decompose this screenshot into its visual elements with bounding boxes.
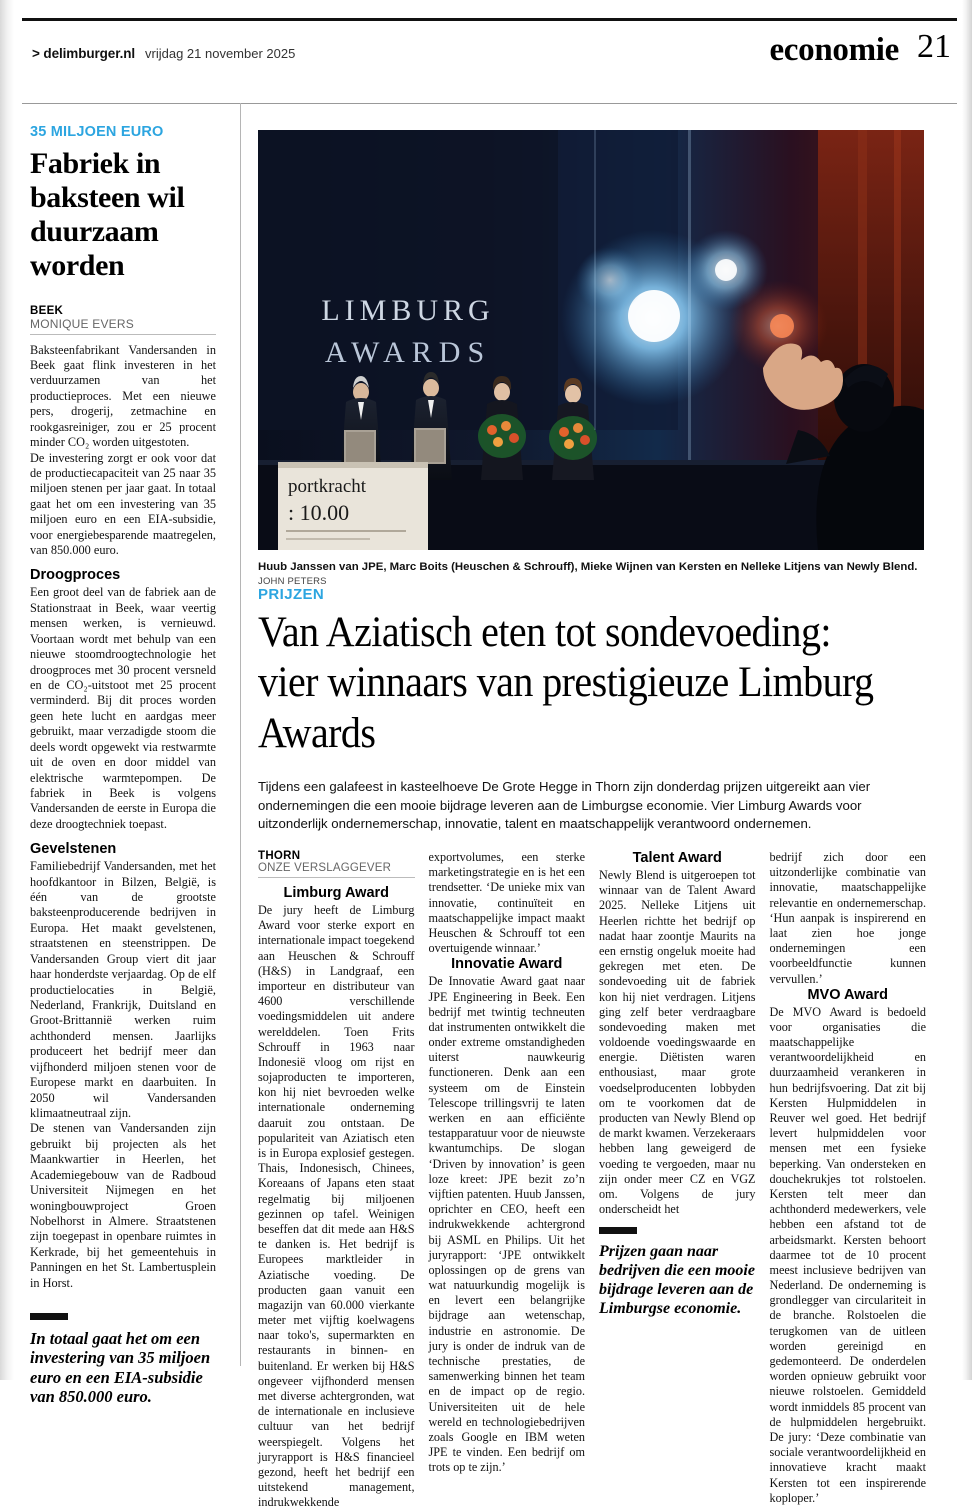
left-article-kicker: 35 MILJOEN EURO (30, 124, 164, 140)
main-pullquote: Prijzen gaan naar bedrijven die een mooie bijdrage leveren aan de Limburgse economie. (599, 1243, 755, 1317)
main-article-kicker: PRIJZEN (258, 586, 325, 603)
award-heading-limburg: Limburg Award (283, 885, 390, 901)
article-column-1 (258, 850, 415, 1510)
photo-artwork (258, 130, 924, 550)
publication-date: vrijdag 21 november 2025 (145, 46, 296, 61)
page-edge-left (0, 0, 14, 1380)
main-pullquote-bar (599, 1227, 637, 1234)
article-column-2 (428, 850, 586, 1475)
left-paragraph-1: Baksteenfabrikant Vandersanden in Beek gaat flink investeren in het verduurzamen van het productieproces. Met een nieuwe pers, drogerij, zetmachine en rookgasreiniger, zou er 25 procent minder CO₂ worden uitgestoten. (30, 342, 216, 450)
award-text-innovatie: De Innovatie Award gaat naar JPE Engineering in Beek. Een bedrijf met twintig techneuten dat instrumenten ontwikkelt die onder extreme omstandigheden uiterst nauwkeurig functioneren. Denk aan een systeem om de Einstein Telescope trillingsvrij te laten werken en aan efficiënte testapparatuur voor de nieuwste kwantumchips. De slogan ‘Driven by innovation’ is geen loze kreet: JPE bezit zo’n vijftien patenten. Huub Janssen, oprichter en CEO, heeft een indrukwekkende achtergrond bij ASML en Philips. Uit het juryrapport: ‘JPE ontwikkelt oplossingen op de grens van wat natuurkundig mogelijk is en levert een belangrijke bijdrage aan wetenschap, industrie en astronomie. De jury is onder de indruk van de technische prestaties, de samenwerking binnen het team en de impact op de regio. Universiteiten uit de hele wereld en technologiebedrijven zoals Google en IBM weten JPE te vinden. Een bedrijf om trots op te zijn.’ (428, 974, 585, 1475)
left-byline-rule (30, 334, 216, 335)
left-byline-place: BEEK (30, 304, 64, 317)
page-edge-right (962, 0, 972, 1380)
main-byline-place: THORN (258, 850, 301, 862)
main-byline-author: ONZE VERSLAGGEVER (258, 862, 392, 874)
pullquote-bar (30, 1313, 68, 1320)
section-title: economie (769, 32, 899, 68)
left-section-1: Een groot deel van de fabriek aan de Stationstraat in Beek, waar veertig mensen werken, is vernieuwd. Voortaan wordt met behulp van een nieuwe stoomdroogtechnologie het droogproces met 30 procent versneld en de CO₂-uitstoot met 25 procent verminderd. Bij dit proces worden geen hete lucht en aardgas meer gebruikt, maar verzadigde stoom die deels wordt opgewekt via restwarmte uit de oven en door middel van elektrische warmtepompen. De fabriek in Beek is volgens Vandersanden de eerste in Europa die deze droogtechniek toepast. (30, 585, 216, 831)
svg-text:LIMBURG: LIMBURG (321, 294, 495, 327)
left-section-2: Familiebedrijf Vandersanden, met het hoofdkantoor in Bilzen, België, is één van de grootste baksteenproducerende bedrijven in Europa. Het maakt gevelstenen, straatstenen en steenstrippen. De Vandersanden Group viert dit jaar haar honderdste verjaardag. Op de elf productielocaties in België, Nederland, Frankrijk, Duitsland en Groot-Brittannië werken ruim achthonderd mensen. Jaarlijks produceert het bedrijf meer dan vijfhonderd miljoen stenen voor de Europese markt en daarbuiten. In 2050 wil Vandersanden klimaatneutraal zijn. (30, 859, 216, 1120)
column-divider (240, 103, 241, 1366)
left-article (30, 124, 216, 1406)
award-ceremony-photo (258, 130, 924, 550)
left-subhead-gevelstenen: Gevelstenen (30, 841, 117, 858)
page-number: 21 (917, 28, 951, 65)
left-pullquote: In totaal gaat het om een investering van 35 miljoen euro en een EIA-subsidie van 850.000 euro. (30, 1329, 211, 1406)
left-article-body (30, 343, 216, 559)
award-text-limburg: De jury heeft de Limburg Award voor sterke export en internationale impact toegekend aan Heuschen & Schrouff (H&S) in Landgraaf, een importeur en distributeur van 4600 verschillende voedingsmiddelen uit andere werelddelen. Toen Frits Schrouff in 1963 naar Indonesië vloog om rijst en sojaproducten te importeren, kon hij niet bevroeden welke internationale onderneming daaruit zou ontstaan. De populariteit van Aziatisch eten is in Europa explosief gestegen. Thais, Indonesisch, Chinees, Koreaans of Japans eten staat regelmatig bij miljoenen gezinnen op tafel. Weinigen beseffen dat dit mede aan H&S te danken is. Het bedrijf is Europees marktleider in Aziatische voeding. De producten gaan vanuit een magazijn van 60.000 vierkante meter met vijftig koelwagens naar toko's, supermarkten en restaurants in binnen- en buitenland. Er werken bij H&S ongeveer vijfhonderd mensen met diverse achtergronden, wat de internationale en inclusieve cultuur van het bedrijf weerspiegelt. Volgens het juryrapport is H&S financieel gezond, heeft het bedrijf een uitstekend management, indrukwekkende (258, 903, 415, 1510)
svg-text:portkracht: portkracht (288, 476, 367, 497)
left-article-headline[interactable]: Fabriek in baksteen wil duurzaam worden (30, 147, 185, 282)
main-article-standfirst: Tijdens een galafeest in kasteelhoeve De Grote Hegge in Thorn zijn donderdag prijzen uitgereikt aan vier ondernemingen die een mooie bijdrage leveren aan de Limburgse economie. Vier Limburg Awards voor uitzonderlijk ondernemerschap, innovatie, talent en maatschappelijk verantwoord ondernemen. (258, 779, 871, 832)
article-columns (258, 850, 926, 1510)
photo-caption (258, 561, 924, 588)
photo-credit: JOHN PETERS (258, 575, 327, 587)
award-heading-innovatie: Innovatie Award (451, 956, 563, 973)
left-byline-author: MONIQUE EVERS (30, 316, 134, 331)
main-article-headline[interactable]: Van Aziatisch eten tot sondevoeding: vier winnaars van prestigieuze Limburg Awards (258, 609, 874, 757)
column-2-continued: exportvolumes, een sterke marketingstrategie en is het een trendsetter. ‘De unieke mix van innovatie, continuïteit en maatschappelijke impact maakt Heuschen & Schrouff tot een overtuigende winnaar.’ (428, 850, 585, 956)
award-text-mvo: De MVO Award is bedoeld voor organisaties die maatschappelijke verantwoordelijkheid en duurzaamheid verankeren in hun bedrijfsvoering. Dat zit bij Kersten Hulpmiddelen in Reuver wel goed. Het bedrijf levert hulpmiddelen voor mensen met een fysieke beperking. Van ondersteken en douchekrukjes tot rolstoelen. Kersten telt meer dan achthonderd medewerkers, vele hebben een afstand tot de arbeidsmarkt. Kersten behoort daarmee tot de 10 procent meest inclusieve bedrijven van Nederland. De onderneming is grondlegger van circulariteit in de branche. Rolstoelen die terugkomen van de uitleen worden gereinigd en gedemonteerd. De onderdelen worden opnieuw gebruikt voor nieuwe rolstoelen. Gemiddeld wordt inmiddels 85 procent van de hulpmiddelen hergebruikt. De jury: ‘Deze combinatie van sociale verantwoordelijkheid en innovatieve kracht maakt Kersten tot een inspirerende koploper.’ (769, 1004, 926, 1505)
award-text-talent: Newly Blend is uitgeroepen tot winnaar van de Talent Award 2025. Nelleke Litjens uit Heerlen richtte het bedrijf op nadat haar zoontje Maurits na een ernstig ongeluk moeite had gekregen met eten. De sondevoeding uit de fabriek kon hij niet verdragen. Litjens ging zelf beter verdraagbare sondevoeding maken met voldoende voedingswaarde en energie. Diëtisten waren enthousiast, maar grote voedselproducenten lobbyden om te voorkomen dat de producten van Newly Blend op de markt kwamen. Verzekeraars hebben lang geweigerd de voeding te vergoeden, maar nu zijn onder meer CZ en VGZ om. Volgens de jury onderscheidt het (599, 868, 756, 1217)
article-column-4 (769, 850, 927, 1505)
column-4-continued: bedrijf zich door een uitzonderlijke combinatie van innovatie, maatschappelijke relevantie en ondernemerschap. ‘Hun aanpak is inspirerend en laat zien hoe jonge ondernemingen een voorbeeldfunctie kunnen vervullen.’ (769, 850, 926, 986)
left-paragraph-2: De investering zorgt er ook voor dat de productiecapaciteit van 25 naar 35 miljoen stenen per jaar gaat. In totaal gaat het om een investering van 35 miljoen euro en een EIA-subsidie, voor energiebesparende maatregelen, van 850.000 euro. (30, 450, 216, 558)
award-heading-mvo: MVO Award (807, 986, 889, 1003)
svg-text:AWARDS: AWARDS (324, 336, 492, 369)
site-name[interactable]: > delimburger.nl (32, 46, 136, 61)
left-section-3: De stenen van Vandersanden zijn gebruikt bij projecten als het Maankwartier in Heerlen, het Academiegebouw van de Radboud Universiteit Nijmegen en het woningbouwproject Groen Nobelhorst in Almere. Straatstenen zijn toegepast in openbare ruimtes in Kerkrade, bij het gemeentehuis in Panningen en het St. Lambertusplein in Horst. (30, 1121, 216, 1290)
article-column-3 (599, 850, 756, 1370)
award-heading-talent: Talent Award (632, 850, 722, 866)
masthead-rule (22, 103, 957, 104)
top-rule (22, 18, 957, 21)
left-subhead-droogproces: Droogproces (30, 567, 121, 584)
photo-caption-text: Huub Janssen van JPE, Marc Boits (Heuschen & Schrouff), Mieke Wijnen van Kersten en Nelleke Litjens van Newly Blend. (258, 561, 918, 573)
main-byline-rule (258, 877, 415, 878)
masthead (22, 28, 957, 102)
svg-text:: 10.00: : 10.00 (288, 500, 350, 525)
photo-banner (278, 462, 428, 550)
